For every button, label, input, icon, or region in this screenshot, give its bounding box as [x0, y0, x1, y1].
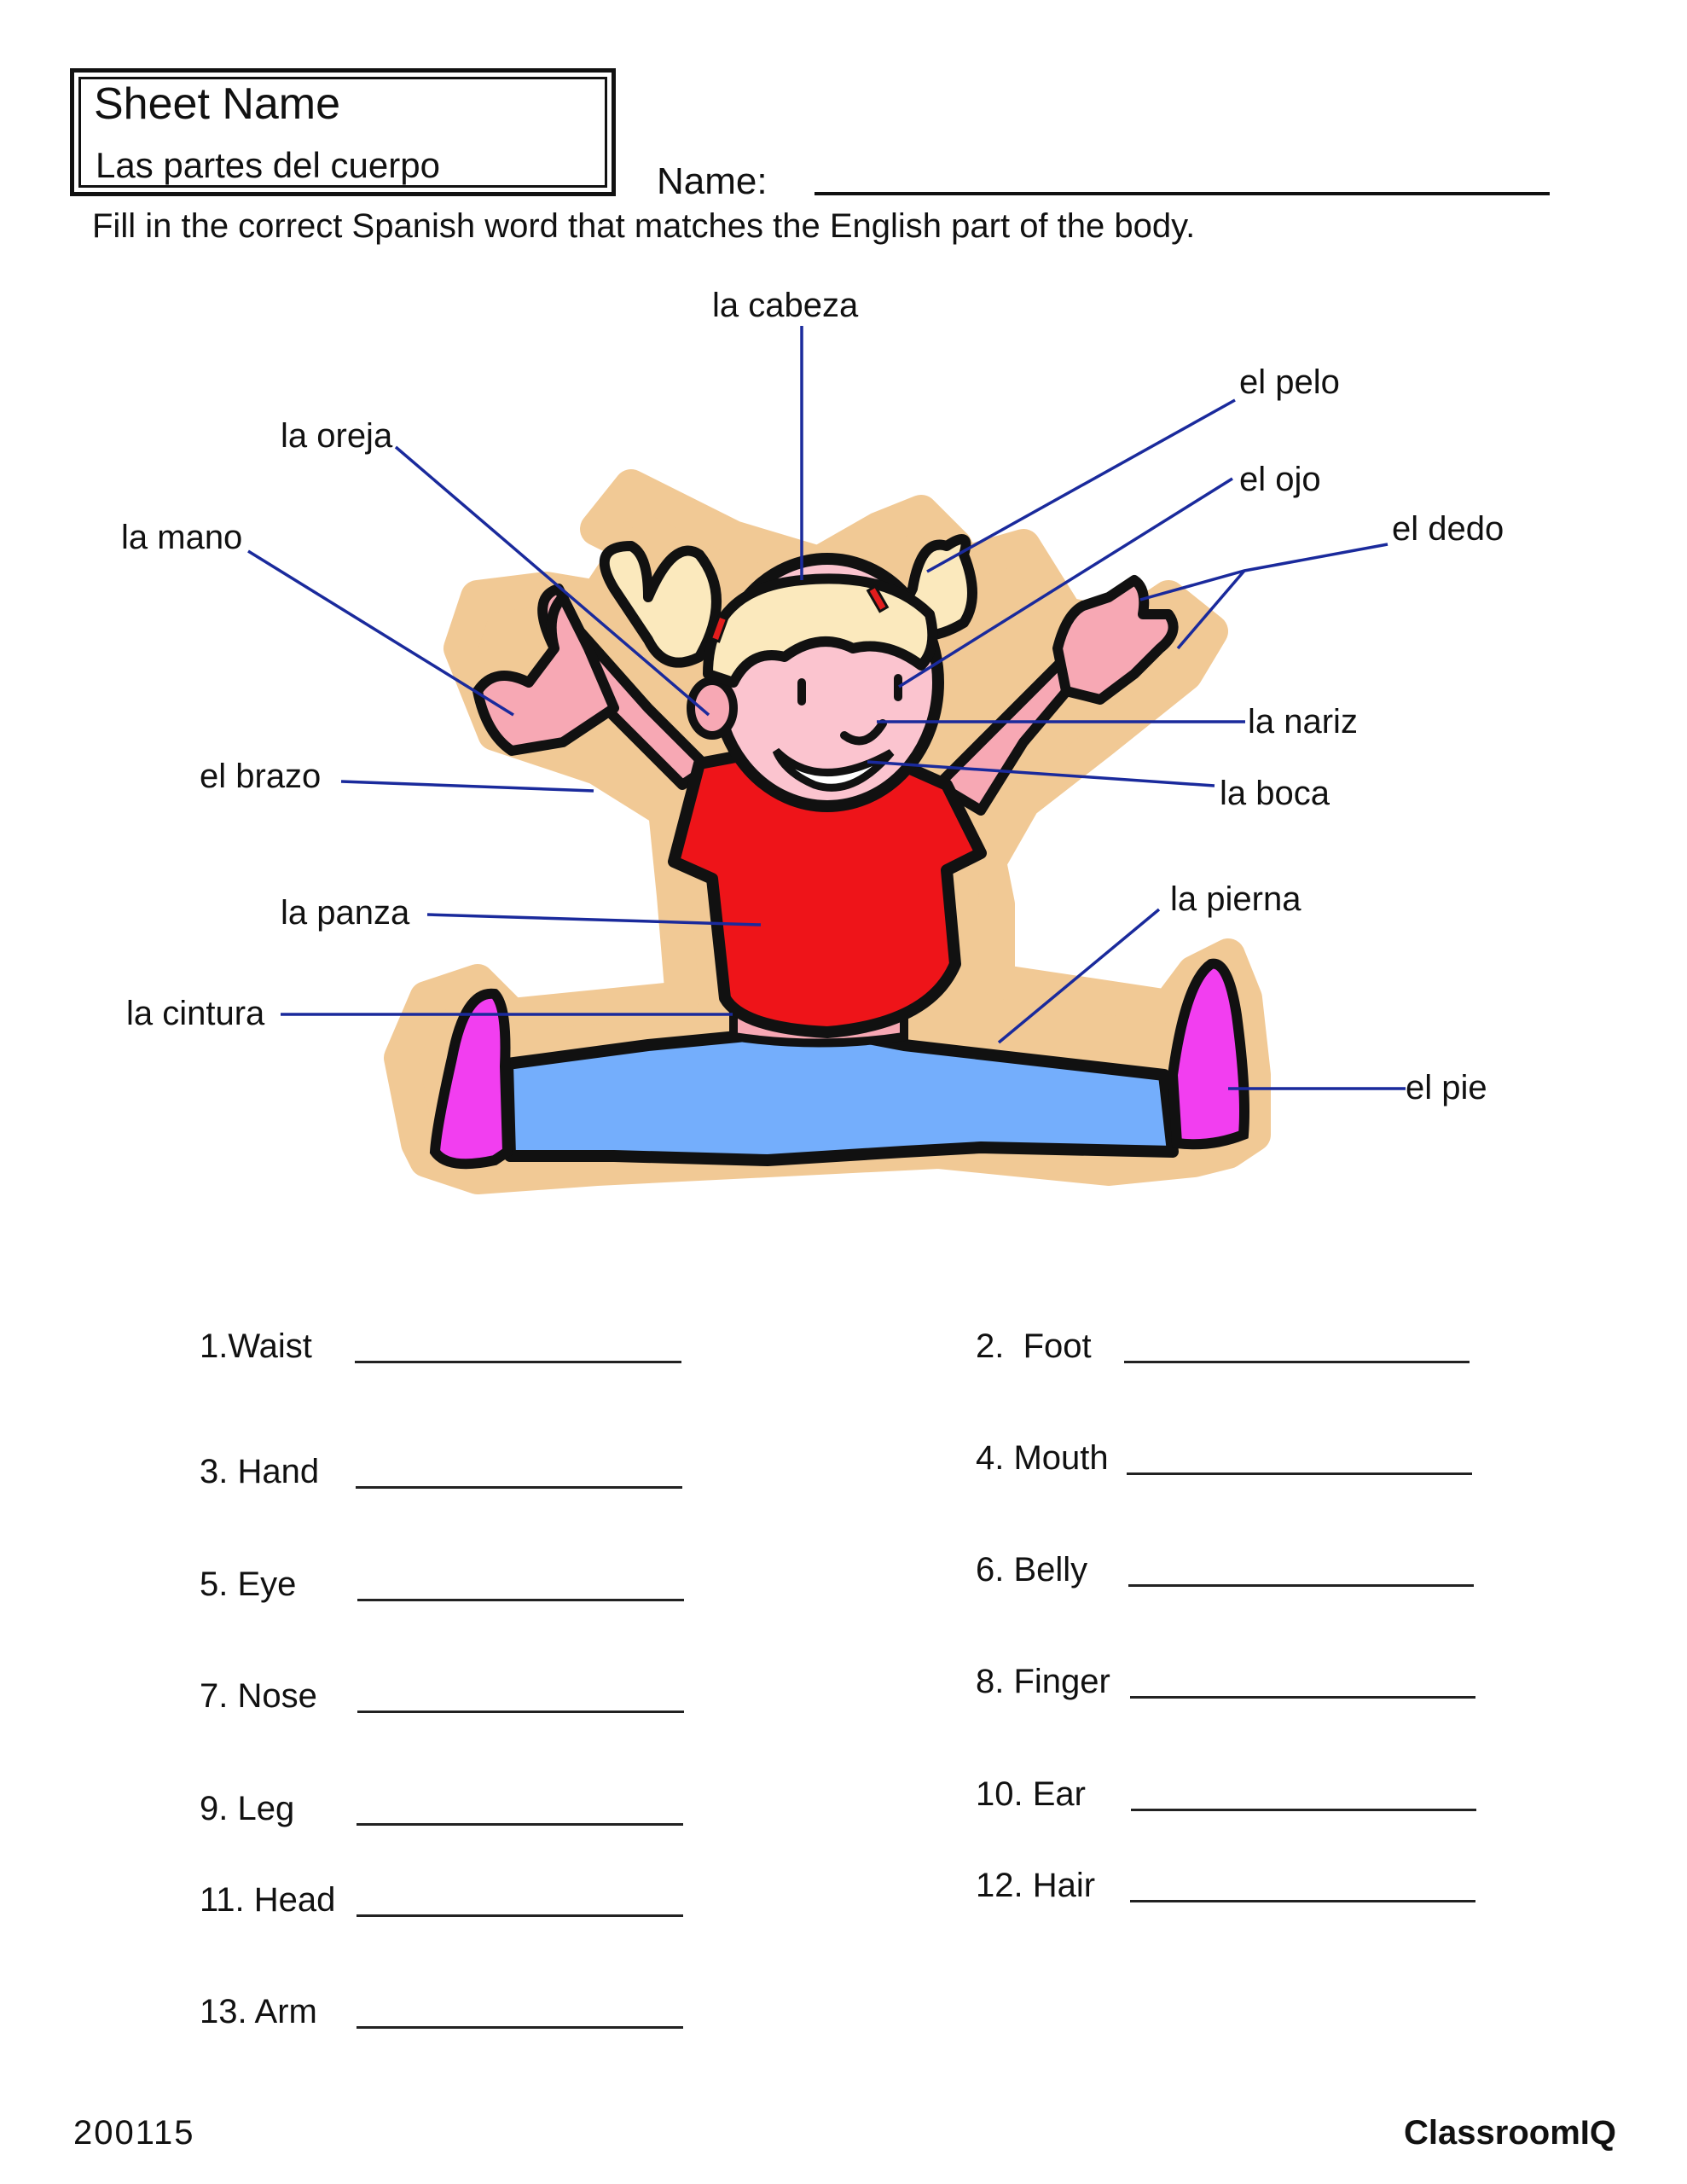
- label-pie: el pie: [1406, 1069, 1487, 1107]
- question-2: 2. Foot: [976, 1327, 1092, 1365]
- question-5: 5. Eye: [200, 1565, 297, 1603]
- answer-field-10[interactable]: [1131, 1809, 1476, 1811]
- question-10: 10. Ear: [976, 1775, 1086, 1813]
- label-pelo: el pelo: [1239, 363, 1340, 401]
- answer-field-4[interactable]: [1127, 1472, 1472, 1475]
- answer-field-9[interactable]: [357, 1823, 683, 1826]
- question-7: 7. Nose: [200, 1677, 317, 1715]
- answer-field-11[interactable]: [357, 1914, 683, 1917]
- label-ojo: el ojo: [1239, 461, 1321, 498]
- question-12: 12. Hair: [976, 1867, 1096, 1904]
- answer-field-13[interactable]: [357, 2026, 683, 2029]
- question-3: 3. Hand: [200, 1453, 320, 1490]
- label-dedo: el dedo: [1392, 510, 1504, 548]
- answer-field-7[interactable]: [357, 1711, 684, 1713]
- answer-field-5[interactable]: [357, 1599, 684, 1601]
- instructions: Fill in the correct Spanish word that matches the English part of the body.: [92, 207, 1196, 245]
- brand-logo: ClassroomIQ: [1404, 2114, 1616, 2152]
- answer-field-8[interactable]: [1130, 1696, 1475, 1699]
- name-label: Name:: [657, 160, 768, 202]
- label-cintura: la cintura: [126, 995, 265, 1032]
- label-oreja: la oreja: [281, 417, 393, 455]
- label-pierna: la pierna: [1170, 880, 1301, 918]
- question-1: 1.Waist: [200, 1327, 312, 1365]
- label-panza: la panza: [281, 894, 410, 932]
- question-8: 8. Finger: [976, 1663, 1110, 1700]
- label-nariz: la nariz: [1248, 703, 1358, 741]
- leader-brazo: [341, 781, 594, 791]
- label-brazo: el brazo: [200, 758, 322, 795]
- label-mano: la mano: [121, 519, 243, 556]
- sheet-subtitle: Las partes del cuerpo: [96, 145, 440, 185]
- sheet-id: 200115: [73, 2114, 195, 2152]
- question-4: 4. Mouth: [976, 1439, 1109, 1477]
- label-cabeza: la cabeza: [712, 287, 859, 324]
- answer-field-2[interactable]: [1124, 1361, 1470, 1363]
- question-13: 13. Arm: [200, 1993, 317, 2030]
- label-boca: la boca: [1220, 775, 1330, 812]
- leader-pelo: [927, 400, 1235, 572]
- answer-field-3[interactable]: [356, 1486, 682, 1489]
- answer-field-12[interactable]: [1130, 1900, 1475, 1902]
- answer-field-1[interactable]: [355, 1361, 681, 1363]
- question-6: 6. Belly: [976, 1551, 1088, 1589]
- question-9: 9. Leg: [200, 1790, 295, 1827]
- question-11: 11. Head: [200, 1881, 336, 1919]
- answer-field-6[interactable]: [1128, 1584, 1474, 1587]
- sheet-title: Sheet Name: [94, 79, 341, 129]
